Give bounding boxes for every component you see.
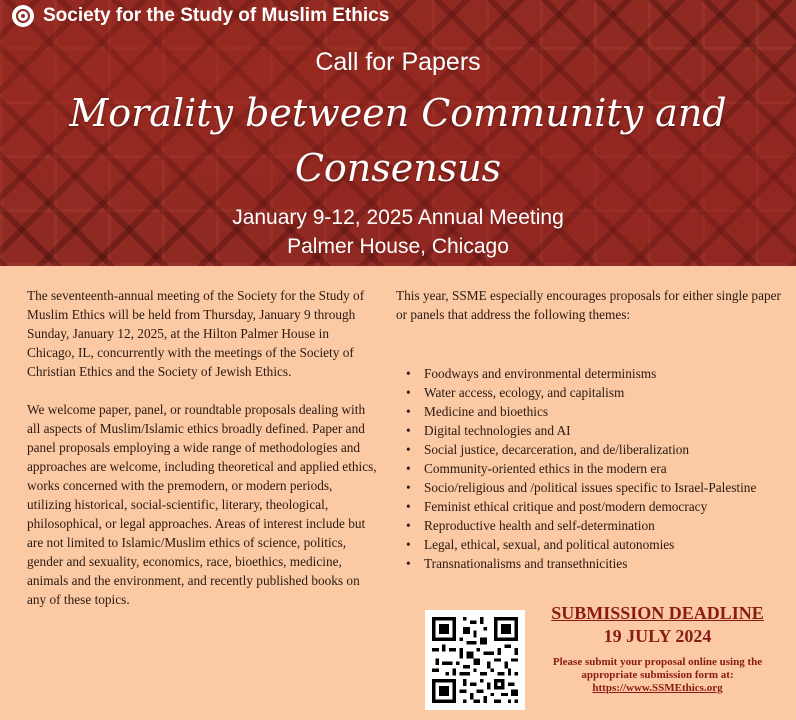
theme-item: • Reproductive health and self-determination bbox=[424, 516, 786, 535]
right-column bbox=[396, 286, 786, 573]
themes-list bbox=[396, 364, 786, 573]
header-banner bbox=[0, 0, 796, 266]
theme-item: • Legal, ethical, sexual, and political autonomies bbox=[424, 535, 786, 554]
theme-item: • Medicine and bioethics bbox=[424, 402, 786, 421]
submission-deadline-box bbox=[535, 602, 780, 695]
theme-item: • Community-oriented ethics in the modern era bbox=[424, 459, 786, 478]
theme-item: • Socio/religious and /political issues specific to Israel-Palestine bbox=[424, 478, 786, 497]
page-title bbox=[60, 86, 736, 196]
qr-code-icon[interactable] bbox=[425, 610, 525, 710]
qr-code-graphic bbox=[425, 610, 525, 710]
submission-note: Please submit your proposal online using the appropriate submission form at: bbox=[552, 656, 763, 681]
deadline-label: SUBMISSION DEADLINE bbox=[551, 603, 764, 623]
meeting-info bbox=[0, 203, 796, 261]
themes-intro: This year, SSME especially encourages proposals for either single paper or panels that address the following themes: bbox=[396, 288, 781, 322]
theme-item: • Digital technologies and AI bbox=[424, 421, 786, 440]
submission-link[interactable]: https://www.SSMEthics.org bbox=[592, 682, 723, 694]
title-line-1: Morality between Community and bbox=[69, 91, 727, 135]
title-line-2: Consensus bbox=[294, 146, 502, 190]
proposals-paragraph: We welcome paper, panel, or roundtable proposals dealing with all aspects of Muslim/Islamic ethics broadly defined. Paper and panel proposals employing a wide range of methodologies and approaches are welcome, including theoretical and applied ethics, works concerned with the premodern, or modern periods, utilizing historical, social-scientific, literary, theological, philosophical, or legal approaches. Areas of interest include but are not limited to Islamic/Muslim ethics of science, politics, gender and sexuality, economics, race, bioethics, medicine, animals and the environment, and recently published books on any of these topics. bbox=[27, 402, 377, 607]
society-logo-icon bbox=[12, 5, 34, 27]
deadline-date: 19 JULY 2024 bbox=[603, 626, 712, 646]
org-branding bbox=[12, 5, 389, 27]
intro-paragraph: The seventeenth-annual meeting of the Society for the Study of Muslim Ethics will be held from Thursday, January 9 through Sunday, January 12, 2025, at the Hilton Palmer House in Chicago, IL, concurrently with the meetings of the Society of Christian Ethics and the Society of Jewish Ethics. bbox=[27, 288, 365, 379]
theme-item: • Foodways and environmental determinisms bbox=[424, 364, 786, 383]
theme-item: • Feminist ethical critique and post/modern democracy bbox=[424, 497, 786, 516]
org-name: Society for the Study of Muslim Ethics bbox=[43, 5, 390, 26]
meeting-venue: Palmer House, Chicago bbox=[287, 235, 509, 258]
theme-item: • Water access, ecology, and capitalism bbox=[424, 383, 786, 402]
theme-item: • Social justice, decarceration, and de/liberalization bbox=[424, 440, 786, 459]
theme-item: • Transnationalisms and transethnicities bbox=[424, 554, 786, 573]
meeting-dates: January 9-12, 2025 Annual Meeting bbox=[232, 206, 564, 229]
left-column bbox=[27, 286, 379, 628]
call-for-papers-label: Call for Papers bbox=[315, 48, 481, 76]
